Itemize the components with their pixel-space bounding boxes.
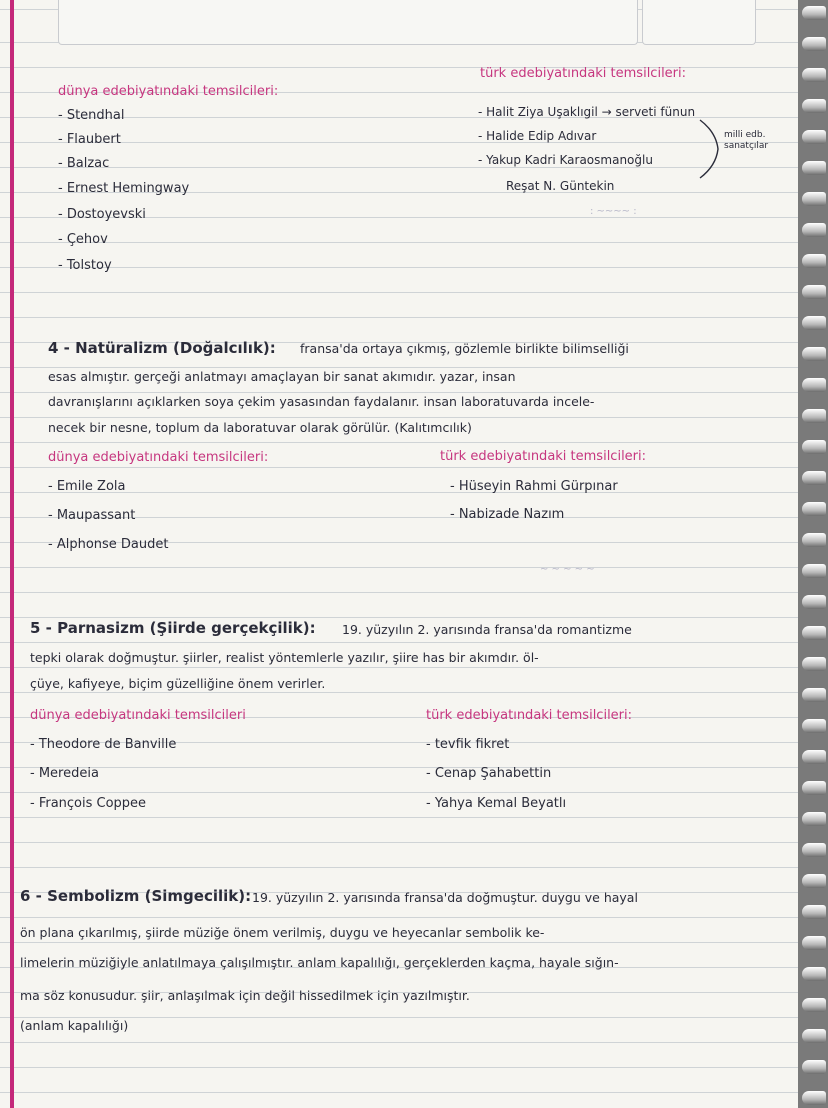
binding-ring-icon — [802, 595, 826, 609]
turkish-heading: türk edebiyatındaki temsilcileri: — [426, 708, 633, 723]
binding-ring-icon — [802, 378, 826, 392]
binding-ring-icon — [802, 130, 826, 144]
binding-ring-icon — [802, 440, 826, 454]
list-item: - Balzac — [58, 156, 110, 171]
body-line: fransa'da ortaya çıkmış, gözlemle birlikte bilimselliği — [300, 341, 629, 356]
header-box — [58, 0, 638, 45]
binding-ring-icon — [802, 843, 826, 857]
margin-line — [10, 0, 14, 1108]
list-item: - Çehov — [58, 232, 108, 247]
binding-ring-icon — [802, 254, 826, 268]
body-line: tepki olarak doğmuştur. şiirler, realist yöntemlerle yazılır, şiire has bir akımdır. öl- — [30, 650, 539, 665]
list-item: - Theodore de Banville — [30, 737, 177, 752]
list-item: - Dostoyevski — [58, 207, 146, 222]
binding-ring-icon — [802, 285, 826, 299]
binding-ring-icon — [802, 626, 826, 640]
spiral-binding — [798, 0, 828, 1108]
list-item: - Tolstoy — [58, 258, 112, 273]
binding-ring-icon — [802, 781, 826, 795]
list-item: - Flaubert — [58, 132, 121, 147]
binding-ring-icon — [802, 316, 826, 330]
section-title-naturalizm: 4 - Natüralizm (Doğalcılık): — [48, 339, 276, 357]
binding-ring-icon — [802, 688, 826, 702]
binding-ring-icon — [802, 750, 826, 764]
list-item: - François Coppee — [30, 796, 147, 811]
list-item: - Meredeia — [30, 766, 99, 781]
body-line: esas almıştır. gerçeği anlatmayı amaçlayan bir sanat akımıdır. yazar, insan — [48, 369, 516, 384]
body-line: 19. yüzyılın 2. yarısında fransa'da romantizme — [342, 622, 632, 637]
list-item: - Halit Ziya Uşaklıgil → serveti fünun — [478, 105, 696, 119]
brace-icon — [698, 118, 722, 180]
binding-ring-icon — [802, 967, 826, 981]
bleed-through-mark: ~ ~ ~ ~ ~ — [540, 564, 595, 575]
binding-ring-icon — [802, 874, 826, 888]
section-title-sembolizm: 6 - Sembolizm (Simgecilik): — [20, 887, 252, 905]
list-item: - Stendhal — [58, 108, 125, 123]
date-box — [642, 0, 756, 45]
list-item: - Nabizade Nazım — [450, 507, 565, 522]
world-heading: dünya edebiyatındaki temsilcileri: — [58, 84, 279, 99]
list-item: - Yakup Kadri Karaosmanoğlu — [478, 153, 653, 167]
binding-ring-icon — [802, 1060, 826, 1074]
body-line: (anlam kapalılığı) — [20, 1018, 129, 1033]
bleed-through-mark: : ~~~~ : — [590, 206, 637, 217]
list-item: - Maupassant — [48, 508, 136, 523]
list-item: - Emile Zola — [48, 479, 126, 494]
binding-ring-icon — [802, 161, 826, 175]
body-line: davranışlarını açıklarken soya çekim yasasından faydalanır. insan laboratuvarda incele- — [48, 394, 595, 409]
binding-ring-icon — [802, 533, 826, 547]
binding-ring-icon — [802, 223, 826, 237]
body-line: ön plana çıkarılmış, şiirde müziğe önem verilmiş, duygu ve heyecanlar sembolik ke- — [20, 925, 545, 940]
list-item: - Yahya Kemal Beyatlı — [426, 796, 567, 811]
section-title-parnasizm: 5 - Parnasizm (Şiirde gerçekçilik): — [30, 619, 316, 637]
binding-ring-icon — [802, 502, 826, 516]
binding-ring-icon — [802, 905, 826, 919]
list-item: - Alphonse Daudet — [48, 537, 169, 552]
turkish-heading: türk edebiyatındaki temsilcileri: — [440, 449, 647, 464]
binding-ring-icon — [802, 998, 826, 1012]
binding-ring-icon — [802, 347, 826, 361]
list-item: - Hüseyin Rahmi Gürpınar — [450, 479, 618, 494]
body-line: necek bir nesne, toplum da laboratuvar olarak görülür. (Kalıtımcılık) — [48, 420, 472, 435]
list-item: - Ernest Hemingway — [58, 181, 190, 196]
turkish-heading: türk edebiyatındaki temsilcileri: — [480, 66, 687, 81]
list-item: - tevfik fikret — [426, 737, 510, 752]
body-line: ma söz konusudur. şiir, anlaşılmak için değil hissedilmek için yazılmıştır. — [20, 988, 470, 1003]
list-item: - Halide Edip Adıvar — [478, 129, 597, 143]
body-line: limelerin müziğiyle anlatılmaya çalışılmıştır. anlam kapalılığı, gerçeklerden kaçma, hayale sığın- — [20, 955, 619, 970]
world-heading: dünya edebiyatındaki temsilcileri: — [48, 450, 269, 465]
binding-ring-icon — [802, 409, 826, 423]
binding-ring-icon — [802, 192, 826, 206]
binding-ring-icon — [802, 719, 826, 733]
list-item: - Cenap Şahabettin — [426, 766, 552, 781]
binding-ring-icon — [802, 37, 826, 51]
list-item: Reşat N. Güntekin — [506, 179, 615, 193]
binding-ring-icon — [802, 1029, 826, 1043]
binding-ring-icon — [802, 471, 826, 485]
binding-ring-icon — [802, 812, 826, 826]
binding-ring-icon — [802, 657, 826, 671]
brace-note: milli edb. sanatçılar — [724, 130, 769, 151]
binding-ring-icon — [802, 6, 826, 20]
binding-ring-icon — [802, 99, 826, 113]
body-line: 19. yüzyılın 2. yarısında fransa'da doğmuştur. duygu ve hayal — [252, 890, 638, 905]
body-line: çüye, kafiyeye, biçim güzelliğine önem verirler. — [30, 676, 326, 691]
binding-ring-icon — [802, 68, 826, 82]
binding-ring-icon — [802, 564, 826, 578]
world-heading: dünya edebiyatındaki temsilcileri — [30, 708, 246, 723]
binding-ring-icon — [802, 936, 826, 950]
binding-ring-icon — [802, 1091, 826, 1105]
